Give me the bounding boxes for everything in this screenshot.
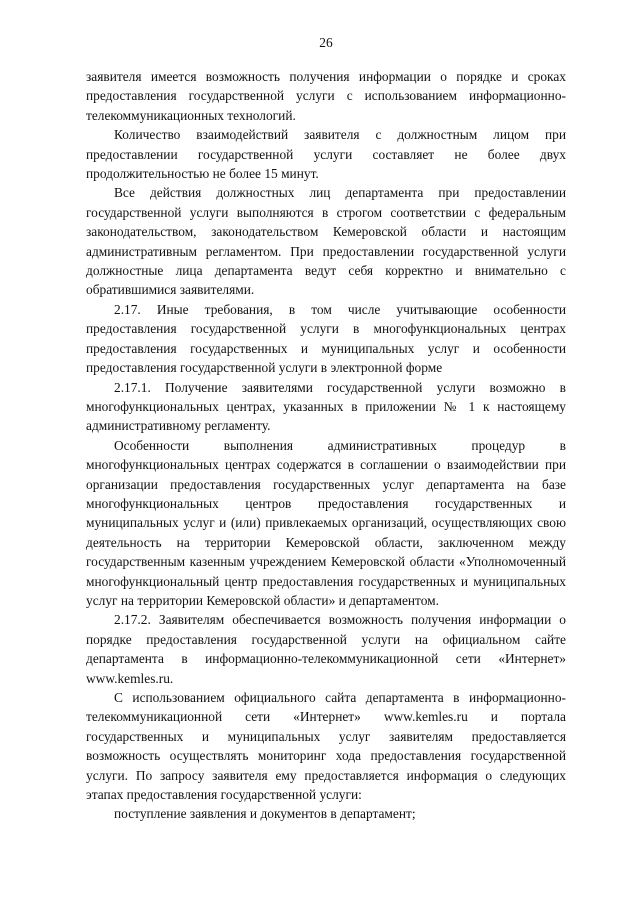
paragraph-8: С использованием официального сайта департамента в информационно-телекоммуникационной сети «Интернет» www.kemles.ru и портала государственных и муниципальных услуг заявителям предоставляется возможность осуществлять мониторинг хода предоставления государственной услуги. По запросу заявителя ему предоставляется информация о следующих этапах предоставления государственной услуги: [86, 690, 566, 803]
page-number: 26 [319, 35, 333, 50]
paragraph-3: Все действия должностных лиц департамента при предоставлении государственной услуги выполняются в строгом соответствии с федеральным законодательством, законодательством Кемеровской области и настоящим административным регламентом. При предоставлении государственной услуги должностные лица департамента ведут себя корректно и внимательно с обратившимися заявителями. [86, 185, 566, 298]
paragraph-2-17-1: 2.17.1. Получение заявителями государственной услуги возможно в многофункциональных центрах, указанных в приложении № 1 к настоящему административному регламенту. [86, 379, 566, 434]
section-heading-2-17: 2.17. Иные требования, в том числе учитывающие особенности предоставления государственной услуги в многофункциональных центрах предоставления государственных и муниципальных услуг и особенности предоставления государственной услуги в электронной форме [86, 301, 566, 376]
paragraph-1: заявителя имеется возможность получения информации о порядке и сроках предоставления государственной услуги с использованием информационно-телекоммуникационных технологий. [86, 69, 566, 123]
document-body [86, 67, 566, 824]
paragraph-2: Количество взаимодействий заявителя с должностным лицом при предоставлении государственной услуги составляет не более двух продолжительностью не более 15 минут. [86, 127, 566, 182]
paragraph-6: Особенности выполнения административных процедур в многофункциональных центрах содержатся в соглашении о взаимодействии при организации предоставления государственных услуг департамента на базе многофункциональных центров предоставления государственных и муниципальных услуг и (или) привлекаемых организаций, осуществляющих свою деятельность на территории Кемеровской области, заключенном между государственным казенным учреждением Кемеровской области «Уполномоченный многофункциональный центр предоставления государственных и муниципальных услуг на территории Кемеровской области» и департаментом. [86, 437, 566, 608]
list-item-stage: поступление заявления и документов в департамент; [114, 806, 416, 822]
paragraph-2-17-2: 2.17.2. Заявителям обеспечивается возможность получения информации о порядке предоставления государственной услуги на официальном сайте департамента в информационно-телекоммуникационной сети «Интернет» www.kemles.ru. [86, 612, 566, 686]
